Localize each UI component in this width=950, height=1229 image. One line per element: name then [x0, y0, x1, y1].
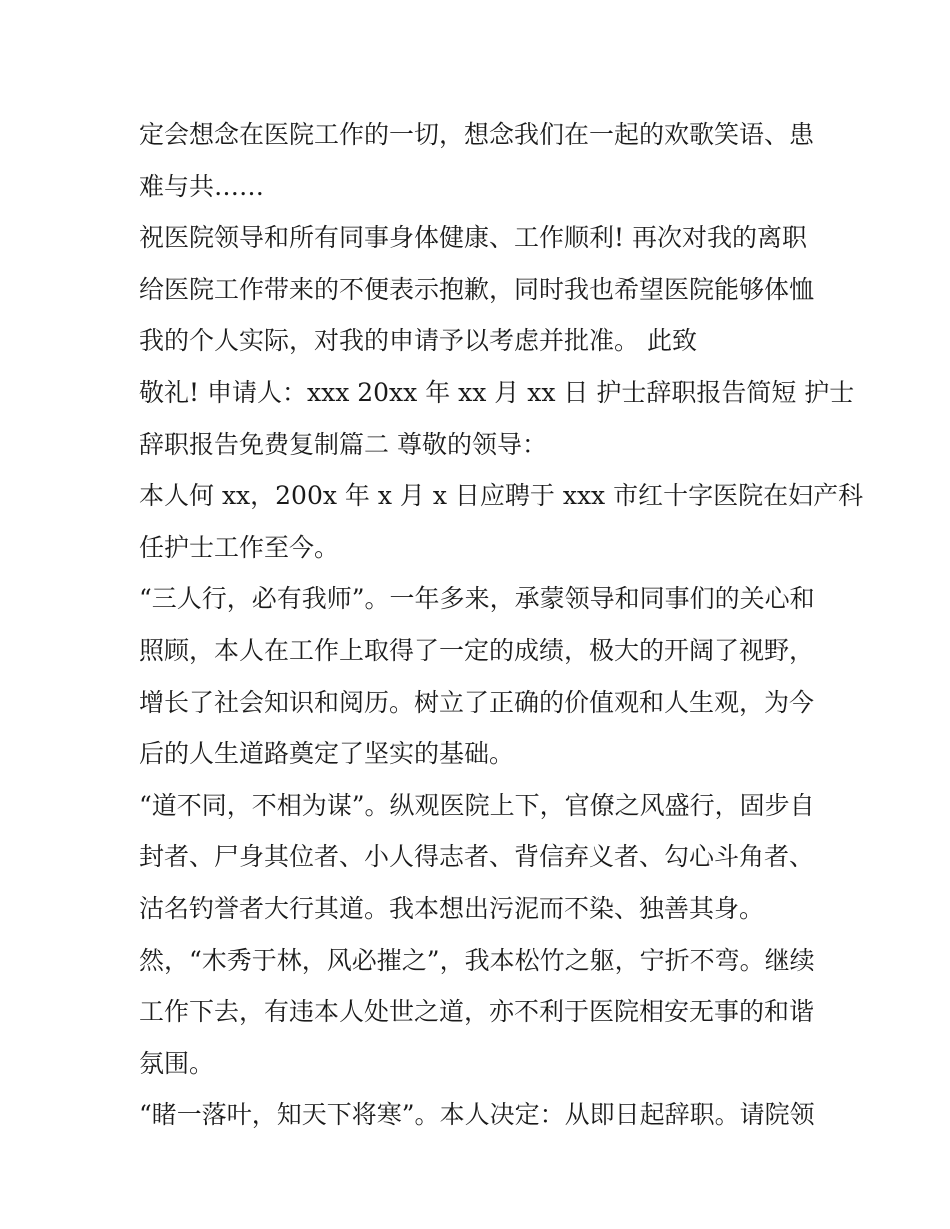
text-line: 增长了社会知识和阅历。树立了正确的价值观和人生观，为今: [139, 687, 815, 717]
text-line: “道不同，不相为谋”。纵观医院上下，官僚之风盛行，固步自: [139, 790, 815, 820]
text-line: 难与共……: [139, 171, 265, 201]
text-line: 工作下去，有违本人处世之道，亦不利于医院相安无事的和谐: [139, 997, 815, 1027]
text-line: 定会想念在医院工作的一切，想念我们在一起的欢歌笑语、患: [139, 120, 815, 149]
text-line: 祝医院领导和所有同事身体健康、工作顺利! 再次对我的离职: [139, 223, 807, 253]
text-line: “三人行，必有我师”。一年多来，承蒙领导和同事们的关心和: [139, 584, 815, 614]
text-line: 氛围。: [139, 1048, 215, 1078]
document-body: [139, 109, 864, 1141]
text-line: 敬礼! 申请人：xxx 20xx 年 xx 月 xx 日 护士辞职报告简短 护士: [139, 377, 855, 407]
text-line: 我的个人实际，对我的申请予以考虑并批准。 此致: [139, 326, 697, 356]
text-line: 照顾，本人在工作上取得了一定的成绩，极大的开阔了视野，: [139, 635, 815, 665]
text-line: 任护士工作至今。: [139, 532, 340, 562]
text-line: 封者、尸身其位者、小人得志者、背信弃义者、勾心斗角者、: [139, 842, 815, 872]
text-line: 然，“木秀于林，风必摧之”，我本松竹之躯，宁折不弯。继续: [139, 945, 815, 975]
text-line: 辞职报告免费复制篇二 尊敬的领导：: [139, 429, 547, 459]
text-line: 给医院工作带来的不便表示抱歉，同时我也希望医院能够体恤: [139, 274, 815, 304]
text-line: “睹一落叶，知天下将寒”。本人决定：从即日起辞职。请院领: [139, 1100, 815, 1130]
text-line: 本人何 xx，200x 年 x 月 x 日应聘于 xxx 市红十字医院在妇产科: [139, 481, 864, 511]
text-line: 沽名钓誉者大行其道。我本想出污泥而不染、独善其身。: [139, 893, 765, 923]
text-line: 后的人生道路奠定了坚实的基础。: [139, 739, 515, 769]
